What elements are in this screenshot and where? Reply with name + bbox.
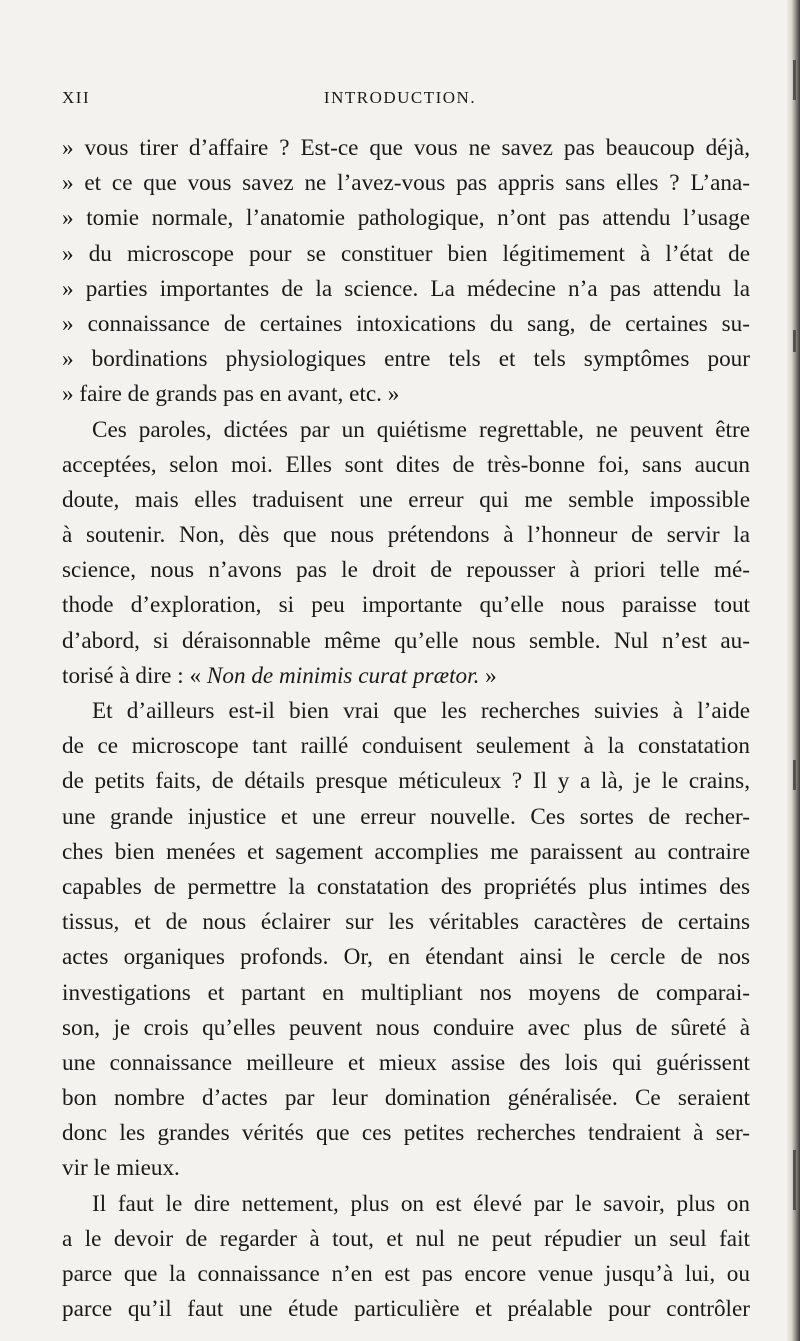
text-line: à soutenir. Non, dès que nous prétendons à l’honneur de servir la [62, 522, 750, 549]
text-line: » bordinations physiologiques entre tels et tels symptômes pour [62, 346, 750, 373]
text-line: » parties importantes de la science. La médecine n’a pas attendu la [62, 275, 750, 302]
edge-mark [793, 330, 796, 352]
text-line: ches bien menées et sagement accomplies me paraissent au contraire [62, 838, 750, 865]
text-fragment: torisé à dire : « [62, 662, 207, 689]
edge-mark [793, 60, 796, 100]
text-line: une connaissance meilleure et mieux assise des lois qui guérissent [62, 1049, 750, 1076]
text-line: donc les grandes vérités que ces petites recherches tendraient à ser- [62, 1120, 750, 1147]
page-edge-shadow [786, 0, 800, 1341]
text-line: parce que la connaissance n’en est pas encore venue jusqu’à lui, ou [62, 1261, 750, 1287]
edge-mark [793, 1150, 796, 1210]
edge-mark [793, 760, 796, 790]
text-line: parce qu’il faut une étude particulière et préalable pour contrôler [62, 1296, 750, 1323]
text-line: Il faut le dire nettement, plus on est élevé par le savoir, plus on [92, 1190, 750, 1217]
text-line: actes organiques profonds. Or, en étendant ainsi le cercle de nos [62, 944, 750, 971]
text-fragment: » [479, 662, 497, 689]
body-text [62, 131, 750, 1327]
running-head [62, 88, 738, 118]
running-title: INTRODUCTION. [323, 88, 477, 107]
text-line: de ce microscope tant raillé conduisent seulement à la constatation [62, 733, 750, 760]
page-number: XII [62, 88, 91, 107]
text-line: Et d’ailleurs est-il bien vrai que les recherches suivies à l’aide [92, 698, 750, 724]
latin-maxim: Non de minimis curat prætor. [206, 662, 480, 689]
text-line: bon nombre d’actes par leur domination généralisée. Ce seraient [62, 1085, 750, 1112]
text-line: de petits faits, de détails presque méticuleux ? Il y a là, je le crains, [62, 768, 750, 795]
text-line: » faire de grands pas en avant, etc. » [62, 381, 400, 408]
text-line: son, je crois qu’elles peuvent nous conduire avec plus de sûreté à [62, 1014, 750, 1041]
text-line: capables de permettre la constatation des propriétés plus intimes des [62, 873, 750, 900]
text-line: une grande injustice et une erreur nouvelle. Ces sortes de recher- [62, 803, 750, 830]
text-line: science, nous n’avons pas le droit de repousser à priori telle mé- [62, 557, 750, 584]
text-line: d’abord, si déraisonnable même qu’elle nous semble. Nul n’est au- [62, 627, 750, 654]
text-line: » tomie normale, l’anatomie pathologique, n’ont pas attendu l’usage [62, 205, 750, 232]
text-line: » et ce que vous savez ne l’avez-vous pas appris sans elles ? L’ana- [62, 170, 750, 197]
text-line: tissus, et de nous éclairer sur les véritables caractères de certains [62, 909, 750, 936]
text-line: » du microscope pour se constituer bien légitimement à l’état de [62, 240, 750, 267]
text-line: investigations et partant en multipliant nos moyens de comparai- [62, 979, 750, 1006]
text-line: Ces paroles, dictées par un quiétisme regrettable, ne peuvent être [92, 416, 750, 443]
text-line: a le devoir de regarder à tout, et nul ne peut répudier un seul fait [62, 1225, 750, 1252]
text-line: doute, mais elles traduisent une erreur qui me semble impossible [62, 486, 750, 513]
text-line: acceptées, selon moi. Elles sont dites de très-bonne foi, sans aucun [62, 451, 750, 478]
text-line: » connaissance de certaines intoxications du sang, de certaines su- [62, 310, 750, 337]
text-line: vir le mieux. [62, 1155, 180, 1182]
text-line: thode d’exploration, si peu importante qu’elle nous paraisse tout [62, 592, 750, 619]
text-line: » vous tirer d’affaire ? Est-ce que vous ne savez pas beaucoup déjà, [62, 135, 750, 161]
text-line-with-latin-quote [62, 659, 750, 694]
